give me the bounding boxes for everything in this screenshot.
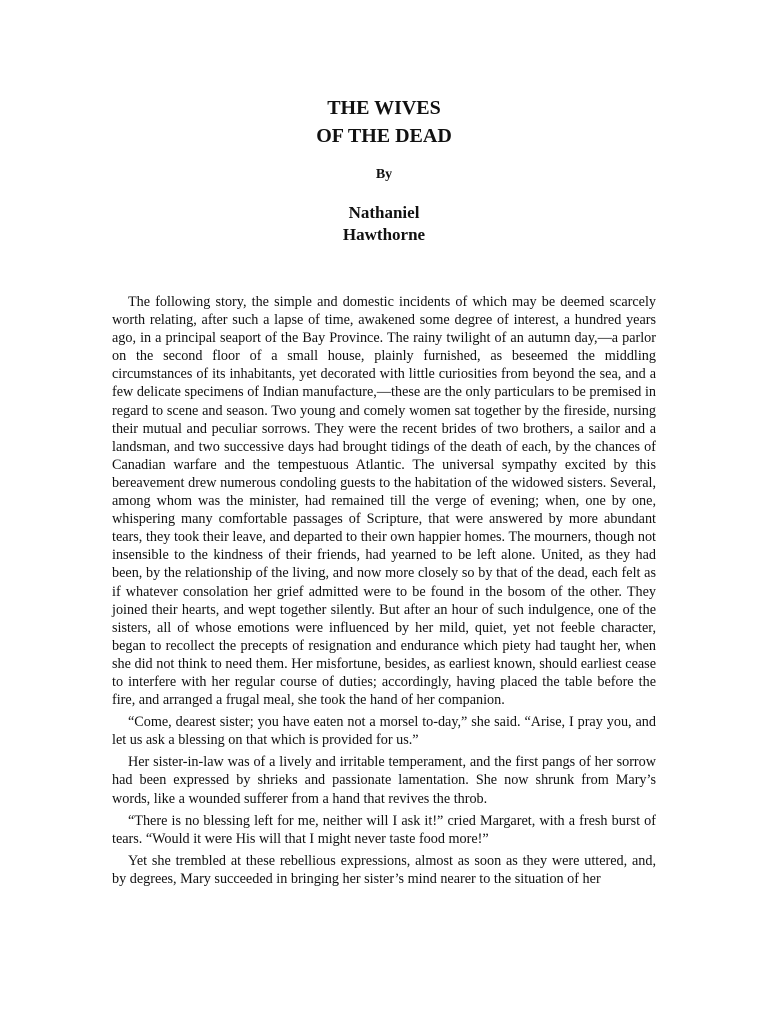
story-body [112, 293, 656, 892]
author-first-name: Nathaniel [348, 203, 420, 222]
title-line-1: THE WIVES [327, 97, 441, 119]
paragraph: Her sister-in-law was of a lively and irritable temperament, and the first pangs of her sorrow had been expressed by shrieks and passionate lamentation. She now shrunk from Mary’s words, like a wounded sufferer from a hand that revives the throb. [112, 754, 656, 807]
paragraph: “There is no blessing left for me, neither will I ask it!” cried Margaret, with a fresh burst of tears. “Would it were His will that I might never taste food more!” [112, 812, 656, 847]
paragraph: The following story, the simple and domestic incidents of which may be deemed scarcely worth relating, after such a lapse of time, awakened some degree of interest, a hundred years ago, in a principal seaport of the Bay Province. The rainy twilight of an autumn day,—a parlor on the second floor of a small house, plainly furnished, as beseemed the middling circumstances of its inhabitants, yet decorated with little curiosities from beyond the sea, and a few delicate specimens of Indian manufacture,—these are the only particulars to be premised in regard to scene and season. Two young and comely women sat together by the fireside, nursing their mutual and peculiar sorrows. They were the recent brides of two brothers, a sailor and a landsman, and two successive days had brought tidings of the death of each, by the chances of Canadian warfare and the tempestuous Atlantic. The universal sympathy excited by this bereavement drew numerous condoling guests to the habitation of the widowed sisters. Several, among whom was the minister, had remained till the verge of evening; when, one by one, whispering many comfortable passages of Scripture, that were answered by more abundant tears, they took their leave, and departed to their own happier homes. The mourners, though not insensible to the kindness of their friends, had yearned to be left alone. United, as they had been, by the relationship of the living, and now more closely so by that of the dead, each felt as if whatever consolation her grief admitted were to be found in the bosom of the other. They joined their hearts, and wept together silently. But after an hour of such indulgence, one of the sisters, all of whose emotions were influenced by her mild, quiet, yet not feeble character, began to recollect the precepts of resignation and endurance which piety had taught her, when she did not think to need them. Her misfortune, besides, as earliest known, should earliest cease to interfere with her regular course of duties; accordingly, having placed the table before the fire, and arranged a frugal meal, she took the hand of her companion. [112, 294, 656, 709]
author-last-name: Hawthorne [342, 225, 426, 244]
byline: By [375, 167, 393, 182]
paragraph: “Come, dearest sister; you have eaten not a morsel to-day,” she said. “Arise, I pray you, and let us ask a blessing on that which is provided for us.” [112, 714, 656, 749]
paragraph: Yet she trembled at these rebellious expressions, almost as soon as they were uttered, and, by degrees, Mary succeeded in bringing her sister’s mind nearer to the situation of her [112, 852, 656, 887]
title-line-2: OF THE DEAD [316, 125, 452, 147]
